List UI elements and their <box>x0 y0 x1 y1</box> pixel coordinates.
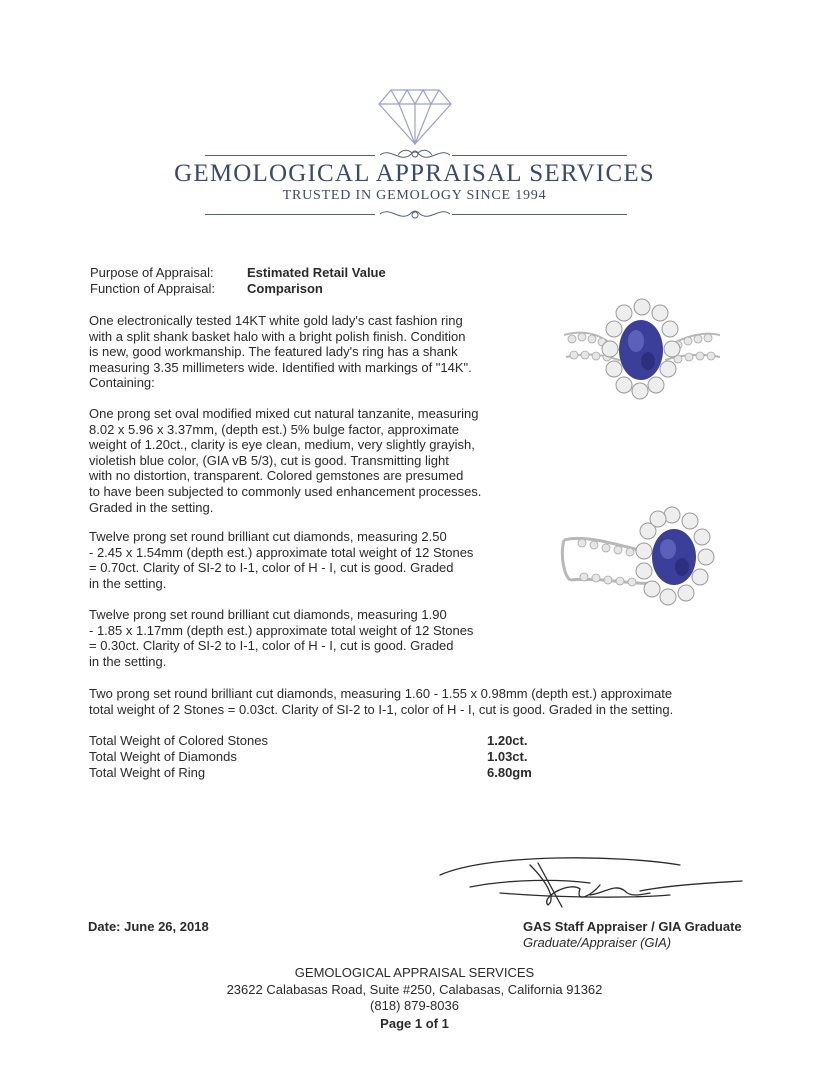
diamonds-description-3: Two prong set round brilliant cut diamonds, measuring 1.60 - 1.55 x 0.98mm (depth est.) approximate total weight of 2 Stones = 0.03ct. Clarity of SI-2 to I-1, color of H - I, cut is good. Graded in the setting. <box>89 686 674 717</box>
footer-phone: (818) 879-8036 <box>370 998 459 1013</box>
tanzanite-description: One prong set oval modified mixed cut natural tanzanite, measuring 8.02 x 5.96 x 3.37mm, (depth est.) 5% bulge factor, approximate weight of 1.20ct., clarity is eye clean, medium, very slightly grayish, violetish blue color, (GIA vB 5/3), cut is good. Transmitting light with no distortion, transparent. Colored gemstones are presumed to have been subjected to commonly used enhancement processes. Graded in the setting. <box>89 406 482 515</box>
diamonds-description-2: Twelve prong set round brilliant cut diamonds, measuring 1.90 - 1.85 x 1.17mm (depth est.) approximate total weight of 12 Stones = 0.30ct. Clarity of SI-2 to I-1, color of H - I, cut is good. Graded in the setting. <box>89 607 474 669</box>
ring-photo-angled <box>560 505 725 615</box>
company-tagline: TRUSTED IN GEMOLOGY SINCE 1994 <box>282 188 547 203</box>
total-colored-label: Total Weight of Colored Stones <box>89 733 268 748</box>
header-rule-bottom <box>205 214 375 215</box>
company-name: GEMOLOGICAL APPRAISAL SERVICES <box>174 160 655 187</box>
appraisal-date: Date: June 26, 2018 <box>88 919 209 934</box>
function-value: Comparison <box>247 281 323 296</box>
total-diamonds-value: 1.03ct. <box>487 749 528 764</box>
diamond-icon <box>377 88 453 146</box>
total-colored-value: 1.20ct. <box>487 733 528 748</box>
appraiser-title: GAS Staff Appraiser / GIA Graduate <box>523 919 742 934</box>
ornament-icon <box>378 204 452 224</box>
function-label: Function of Appraisal: <box>90 281 216 296</box>
signature-image <box>430 845 750 920</box>
page-number: Page 1 of 1 <box>380 1016 449 1031</box>
header-rule-top <box>452 155 627 156</box>
total-ring-value: 6.80gm <box>487 765 532 780</box>
header-rule-bottom <box>452 214 627 215</box>
purpose-label: Purpose of Appraisal: <box>90 265 214 280</box>
appraiser-subtitle: Graduate/Appraiser (GIA) <box>523 935 672 950</box>
footer-company: GEMOLOGICAL APPRAISAL SERVICES <box>294 965 535 980</box>
total-ring-label: Total Weight of Ring <box>89 765 206 780</box>
diamonds-description-1: Twelve prong set round brilliant cut diamonds, measuring 2.50 - 2.45 x 1.54mm (depth est.) approximate total weight of 12 Stones = 0.70ct. Clarity of SI-2 to I-1, color of H - I, cut is good. Graded in the setting. <box>89 529 474 591</box>
footer-address: 23622 Calabasas Road, Suite #250, Calabasas, California 91362 <box>226 982 603 997</box>
header-rule-top <box>205 155 375 156</box>
ring-description: One electronically tested 14KT white gold lady's cast fashion ring with a split shank basket halo with a bright polish finish. Condition is new, good workmanship. The featured lady's ring has a shank measuring 3.35 millimeters wide. Identified with markings of "14K". Containing: <box>89 313 472 391</box>
total-diamonds-label: Total Weight of Diamonds <box>89 749 237 764</box>
purpose-value: Estimated Retail Value <box>247 265 386 280</box>
ring-photo-top <box>560 295 725 410</box>
